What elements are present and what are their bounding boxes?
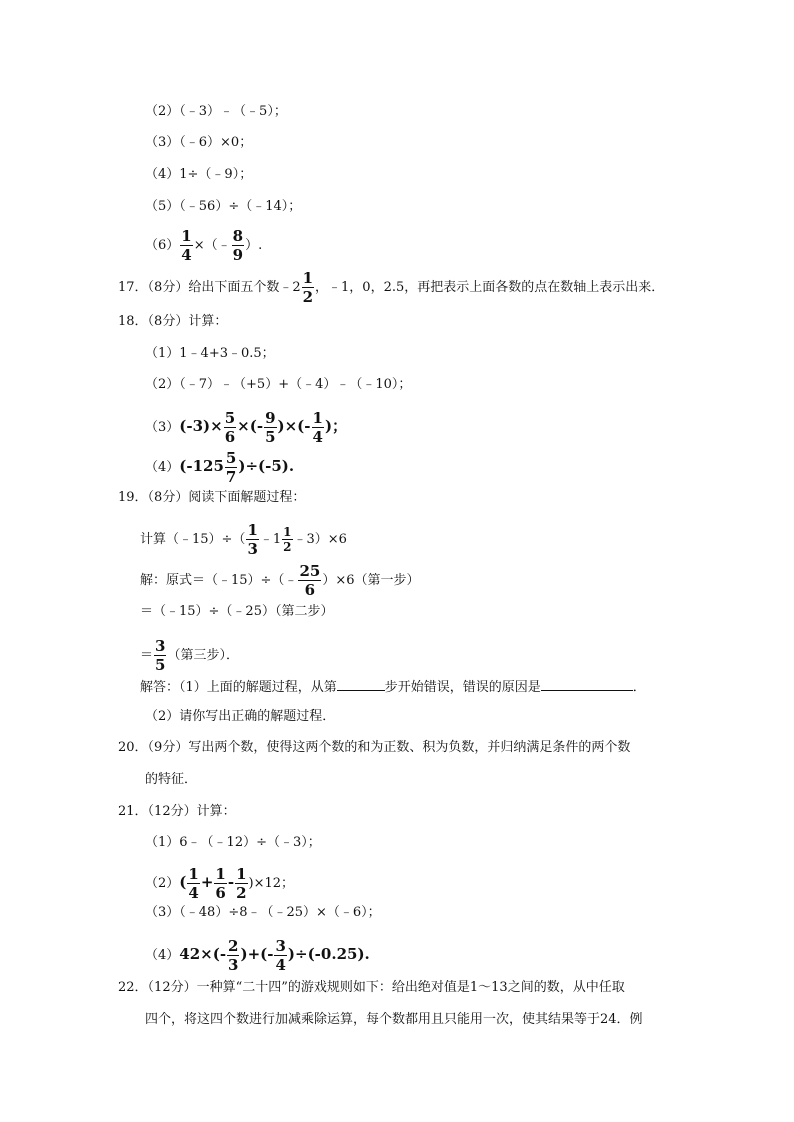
question-19-heading: 19．（8分）阅读下面解题过程： (118, 490, 306, 505)
expr-text: )×12； (248, 876, 295, 891)
denominator: 5 (155, 656, 166, 674)
expr-text: - (227, 873, 235, 891)
fraction (214, 866, 226, 901)
numerator: 1 (302, 269, 314, 287)
q18-item-1: （1）1﹣4+3﹣0.5； (145, 346, 275, 361)
fraction (274, 938, 286, 973)
q17-text-post: ，﹣1，0，2.5，再把表示上面各数的点在数轴上表示出来． (315, 280, 665, 295)
q18-item-4 (145, 450, 294, 485)
denominator: 3 (247, 540, 258, 558)
question-17 (118, 270, 664, 305)
fraction (180, 228, 192, 263)
numerator: 5 (225, 449, 237, 467)
expr-text: ． (632, 680, 646, 695)
expr-text: )÷(-5). (238, 457, 295, 475)
q17-text-pre: 17．（8分）给出下面五个数﹣2 (118, 280, 301, 295)
fraction (232, 228, 244, 263)
expr-text: )÷(-0.25). (287, 945, 370, 963)
expr-text: 步开始错误，错误的原因是 (384, 680, 541, 695)
fraction (298, 563, 321, 598)
expr-text: )+(- (240, 945, 274, 963)
q21-item-3: （3）（﹣48）÷8﹣（﹣25）×（﹣6）； (145, 905, 381, 920)
expr-text: )； (324, 417, 348, 435)
question-18-heading: 18．（8分）计算： (118, 314, 228, 329)
expr-text: ﹣1 (259, 532, 282, 547)
numerator: 1 (215, 865, 226, 883)
fraction (224, 410, 236, 445)
question-20-line1: 20．（9分）写出两个数，使得这两个数的和为正数、积为负数，并归纳满足条件的两个数 (118, 740, 631, 755)
fraction (227, 938, 239, 973)
numerator: 3 (155, 637, 166, 655)
expr-text: ＝ (140, 648, 154, 663)
expr-text: ( (179, 873, 187, 891)
fraction (235, 866, 247, 901)
q16-item-6-prefix: （6） (145, 238, 180, 253)
question-22-line1: 22．（12分）一种算“二十四”的游戏规则如下：给出绝对值是1～13之间的数，从中任取 (118, 980, 625, 995)
denominator: 5 (265, 428, 276, 446)
expr-text: ×（﹣ (193, 238, 231, 253)
numerator: 9 (265, 409, 276, 427)
q19-answer-1 (140, 676, 646, 698)
expr-text: 计算（﹣15）÷（ (140, 532, 246, 547)
numerator: 1 (312, 409, 323, 427)
q18-item-2: （2）（﹣7）﹣（+5）+（﹣4）﹣（﹣10）； (145, 377, 412, 392)
denominator: 6 (304, 581, 316, 599)
expr-text: ﹣3）×6 (293, 532, 347, 547)
denominator: 6 (224, 428, 236, 446)
q18-item-3-prefix: （3） (145, 420, 180, 435)
q18-item-3 (145, 410, 347, 445)
numerator: 8 (232, 227, 244, 245)
denominator: 6 (215, 884, 226, 902)
q16-item-3: （3）（﹣6）×0； (145, 135, 253, 150)
fraction (282, 526, 292, 553)
q19-solution-step1 (140, 563, 419, 598)
denominator: 2 (302, 288, 314, 306)
denominator: 9 (232, 246, 244, 264)
numerator: 1 (181, 227, 192, 245)
q21-item-1: （1）6﹣（﹣12）÷（﹣3）； (145, 835, 321, 850)
fraction (312, 410, 324, 445)
numerator: 2 (228, 937, 239, 955)
q21-item-4-prefix: （4） (145, 948, 180, 963)
q19-solution-step2: ＝（﹣15）÷（﹣25）（第二步） (140, 604, 334, 619)
q21-item-2-prefix: （2） (145, 876, 180, 891)
q16-item-2: （2）（﹣3）﹣（﹣5）； (145, 104, 287, 119)
denominator: 2 (236, 884, 247, 902)
expr-text: )×(- (277, 417, 311, 435)
q21-item-2 (145, 866, 294, 901)
expr-text: (-125 (179, 457, 224, 475)
question-22-line2: 四个，将这四个数进行加减乘除运算，每个数都用且只能用一次，使其结果等于24．例 (145, 1012, 643, 1027)
q19-solution-step3 (140, 638, 239, 673)
expr-text: 解答：（1）上面的解题过程，从第 (140, 680, 337, 695)
fraction (302, 270, 314, 305)
answer-blank[interactable] (541, 676, 633, 691)
expr-text: ×(- (237, 417, 264, 435)
denominator: 4 (312, 428, 323, 446)
numerator: 1 (236, 865, 247, 883)
q16-item-6 (145, 228, 262, 263)
numerator: 1 (283, 525, 292, 539)
fraction (225, 450, 237, 485)
q19-answer-2: （2）请你写出正确的解题过程． (145, 709, 336, 724)
q16-item-5: （5）（﹣56）÷（﹣14）； (145, 199, 302, 214)
fraction (187, 866, 199, 901)
denominator: 2 (283, 540, 292, 554)
q16-item-4: （4）1÷（﹣9）； (145, 167, 253, 182)
denominator: 4 (181, 246, 192, 264)
expr-text: 解：原式＝（﹣15）÷（﹣ (140, 573, 298, 588)
expr-text: ）×6（第一步） (322, 573, 420, 588)
question-20-line2: 的特征． (145, 772, 198, 787)
expr-text: + (200, 873, 214, 891)
denominator: 4 (188, 884, 199, 902)
expr-text: （第三步）． (167, 648, 239, 663)
q18-item-4-prefix: （4） (145, 460, 180, 475)
numerator: 1 (247, 521, 258, 539)
numerator: 3 (275, 937, 286, 955)
denominator: 4 (275, 956, 286, 974)
question-21-heading: 21．（12分）计算： (118, 804, 236, 819)
numerator: 1 (188, 865, 199, 883)
q19-calculation (140, 522, 347, 557)
numerator: 5 (224, 409, 236, 427)
numerator: 25 (299, 562, 321, 580)
denominator: 3 (228, 956, 239, 974)
answer-blank[interactable] (337, 676, 385, 691)
fraction (264, 410, 276, 445)
fraction (246, 522, 258, 557)
q21-item-4 (145, 938, 370, 973)
denominator: 7 (225, 468, 237, 486)
expr-text: (-3)× (179, 417, 223, 435)
fraction (154, 638, 166, 673)
expr-text: 42×(- (179, 945, 227, 963)
expr-text: ）. (245, 238, 263, 253)
